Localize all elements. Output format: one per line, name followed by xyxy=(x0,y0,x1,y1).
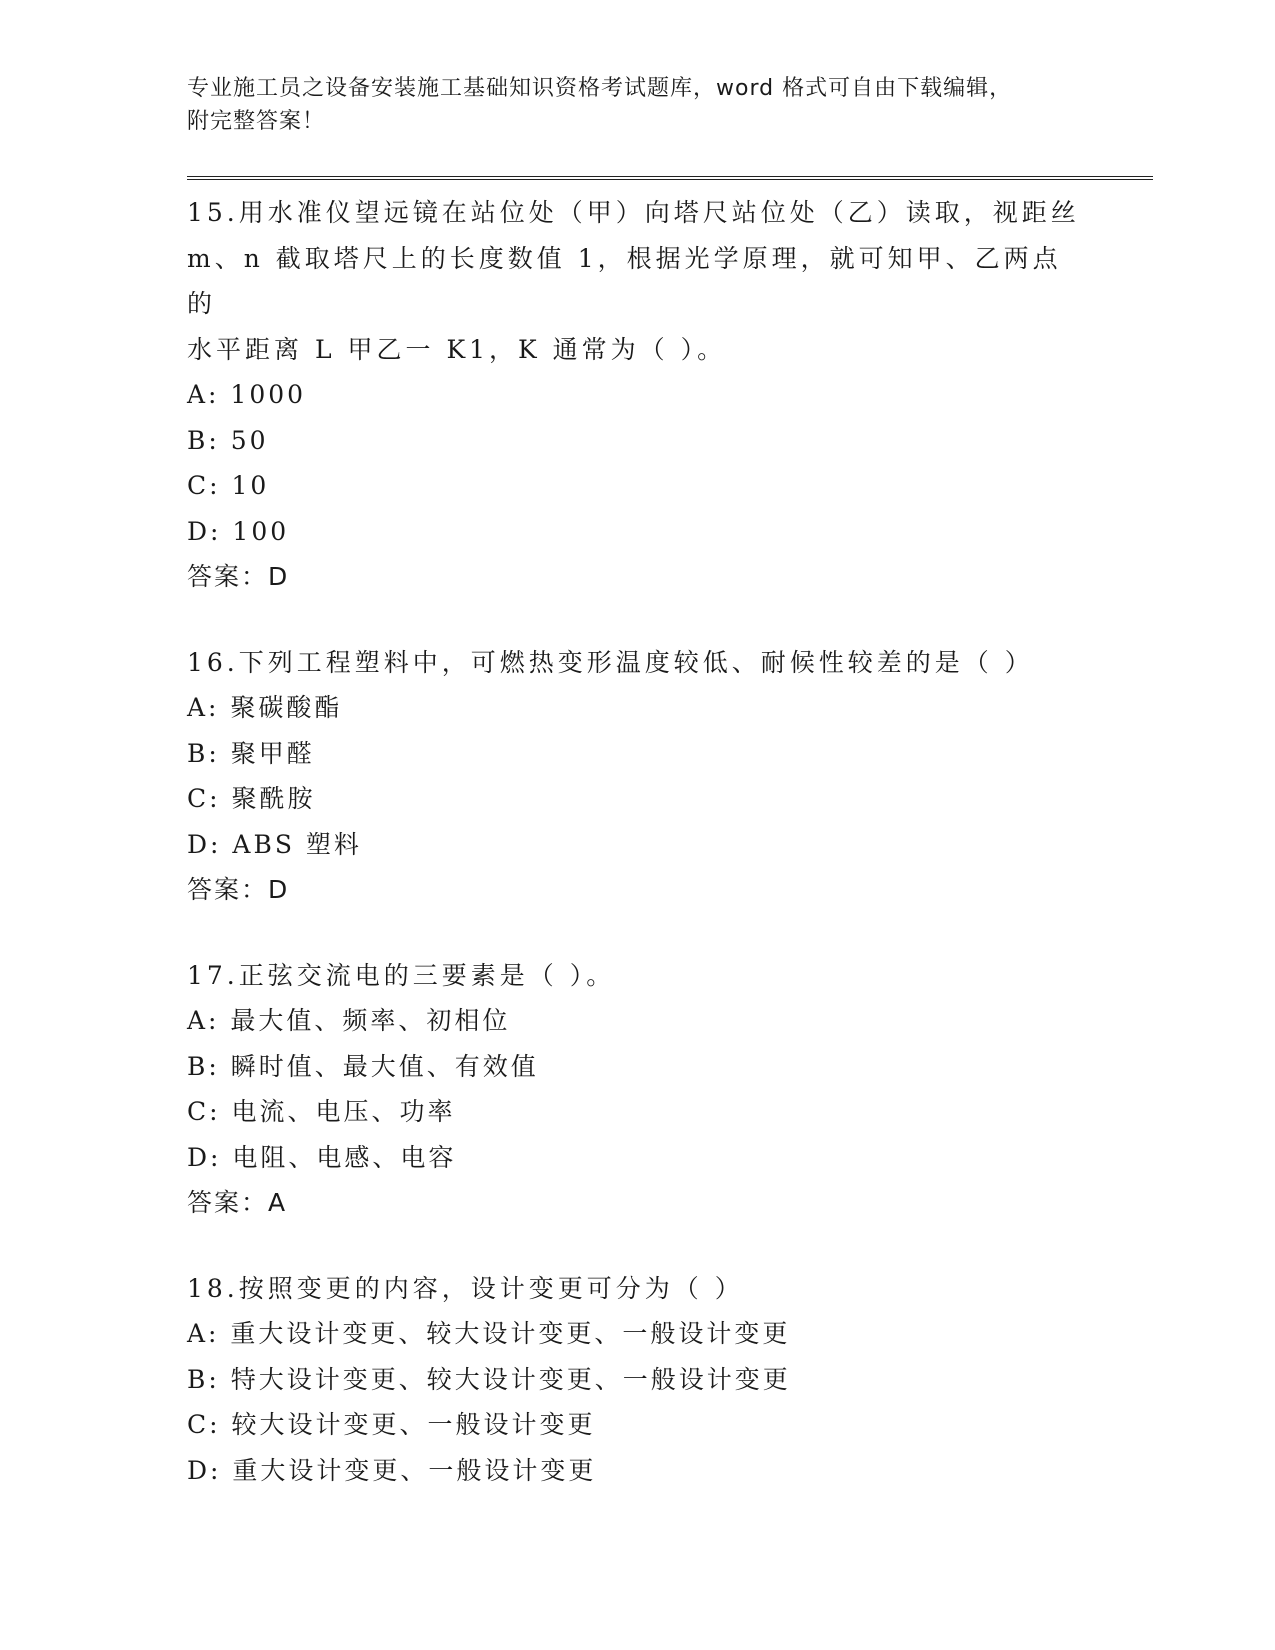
question-15 xyxy=(187,190,1087,600)
option-c: C: 电流、电压、功率 xyxy=(187,1097,456,1126)
option-b: B: 聚甲醛 xyxy=(187,738,315,768)
question-stem-line: 18.按照变更的内容，设计变更可分为（ ） xyxy=(187,1273,744,1303)
question-stem-line: 16.下列工程塑料中，可燃热变形温度较低、耐候性较差的是（ ） xyxy=(187,647,1034,677)
question-18 xyxy=(187,1266,1087,1494)
option-c: C: 聚酰胺 xyxy=(187,784,316,813)
answer-line: 答案：D xyxy=(187,875,290,904)
option-c: C: 10 xyxy=(187,471,270,500)
question-stem-line: 水平距离 L 甲乙一 K1，K 通常为（ ）。 xyxy=(187,334,727,364)
question-16 xyxy=(187,640,1087,913)
header-divider xyxy=(187,176,1153,180)
option-a: A: 重大设计变更、较大设计变更、一般设计变更 xyxy=(187,1319,791,1348)
option-d: D: 电阻、电感、电容 xyxy=(187,1142,457,1172)
question-stem-line: m、n 截取塔尺上的长度数值 1，根据光学原理，就可知甲、乙两点的 xyxy=(187,243,1062,318)
option-d: D: ABS 塑料 xyxy=(187,829,362,859)
option-b: B: 50 xyxy=(187,425,269,455)
header-line-1: 专业施工员之设备安装施工基础知识资格考试题库，word 格式可自由下载编辑， xyxy=(187,76,1013,101)
question-list xyxy=(187,190,1087,1533)
option-b: B: 特大设计变更、较大设计变更、一般设计变更 xyxy=(187,1364,791,1394)
answer-line: 答案：A xyxy=(187,1188,288,1217)
option-d: D: 重大设计变更、一般设计变更 xyxy=(187,1455,597,1485)
option-d: D: 100 xyxy=(187,516,290,546)
question-stem-line: 15.用水准仪望远镜在站位处（甲）向塔尺站位处（乙）读取，视距丝 xyxy=(187,198,1080,227)
option-a: A: 聚碳酸酯 xyxy=(187,693,343,722)
option-a: A: 1000 xyxy=(187,380,307,409)
option-b: B: 瞬时值、最大值、有效值 xyxy=(187,1051,539,1081)
document-header xyxy=(187,72,1087,138)
header-line-2: 附完整答案！ xyxy=(187,109,326,134)
option-a: A: 最大值、频率、初相位 xyxy=(187,1006,511,1035)
option-c: C: 较大设计变更、一般设计变更 xyxy=(187,1410,596,1439)
answer-line: 答案：D xyxy=(187,562,290,591)
question-17 xyxy=(187,953,1087,1226)
question-stem-line: 17.正弦交流电的三要素是（ ）。 xyxy=(187,960,616,990)
